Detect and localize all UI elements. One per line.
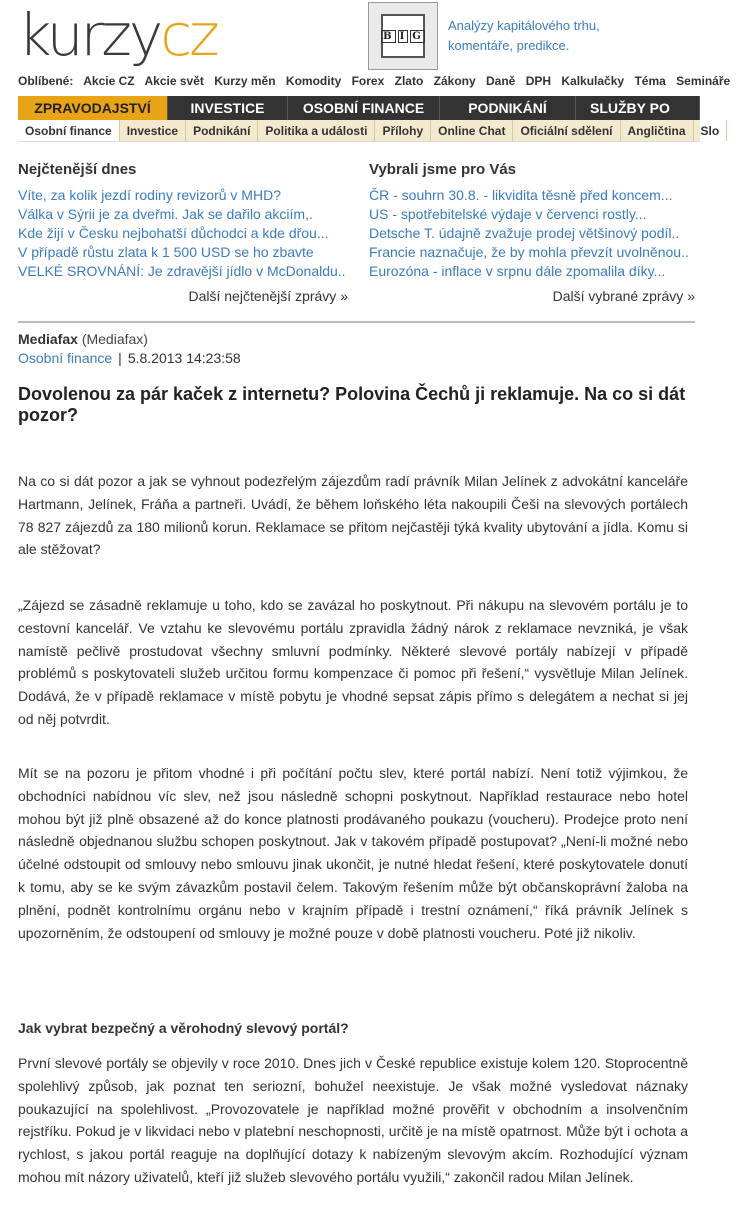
most-read-link[interactable]: Víte, za kolik jezdí rodiny revizorů v MHD? bbox=[18, 187, 281, 203]
article-category-link[interactable]: Osobní finance bbox=[18, 350, 113, 366]
picked-link[interactable]: US - spotřebitelské výdaje v červenci rostly... bbox=[369, 206, 647, 222]
favorites-link[interactable]: Komodity bbox=[285, 74, 342, 88]
favorites-link[interactable]: Forex bbox=[351, 74, 385, 88]
big-expert-logo[interactable] bbox=[368, 2, 438, 70]
subnav-item-anglictina[interactable]: Angličtina bbox=[621, 120, 694, 141]
subnav-item-online-chat[interactable]: Online Chat bbox=[431, 120, 513, 141]
favorites-link[interactable]: Akcie svět bbox=[144, 74, 204, 88]
site-header bbox=[0, 0, 700, 72]
picked-link[interactable]: Francie naznačuje, že by mohla převzít uvolněnou.. bbox=[369, 244, 689, 260]
article-datetime: 5.8.2013 14:23:58 bbox=[127, 350, 241, 366]
big-logo-icon: B I G bbox=[381, 14, 425, 58]
nav-tab-zpravodajstvi[interactable]: ZPRAVODAJSTVÍ bbox=[18, 96, 168, 120]
article-subheading: Jak vybrat bezpečný a věrohodný slevový portál? bbox=[18, 1020, 349, 1036]
subnav-item-osobni-finance[interactable]: Osobní finance bbox=[18, 120, 120, 141]
picked-link[interactable]: Detsche T. údajně zvažuje prodej většinový podíl.. bbox=[369, 225, 680, 241]
favorites-link[interactable]: Akcie CZ bbox=[83, 74, 135, 88]
subnav-item-oficialni-sdeleni[interactable]: Oficiální sdělení bbox=[513, 120, 620, 141]
favorites-link[interactable]: Téma bbox=[634, 74, 666, 88]
site-logo[interactable]: kurzycz bbox=[18, 1, 217, 69]
favorites-link[interactable]: Kalkulačky bbox=[561, 74, 625, 88]
article-meta: Osobní finance | 5.8.2013 14:23:58 bbox=[18, 350, 241, 366]
nav-tab-osobni-finance[interactable]: OSOBNÍ FINANCE bbox=[288, 96, 440, 120]
favorites-link[interactable]: Zákony bbox=[433, 74, 476, 88]
favorites-link[interactable]: Zlato bbox=[394, 74, 424, 88]
favorites-link[interactable]: Daně bbox=[486, 74, 516, 88]
article-title: Dovolenou za pár kaček z internetu? Polovina Čechů ji reklamuje. Na co si dát pozor? bbox=[18, 384, 686, 425]
subnav-item-politika[interactable]: Politika a události bbox=[258, 120, 375, 141]
favorites-link[interactable]: DPH bbox=[525, 74, 552, 88]
main-nav bbox=[18, 96, 700, 120]
nav-tab-sluzby[interactable]: SLUŽBY PO bbox=[576, 96, 700, 120]
most-read-link[interactable]: V případě růstu zlata k 1 500 USD se ho zbavte bbox=[18, 244, 314, 260]
subnav-item-investice[interactable]: Investice bbox=[120, 120, 186, 141]
divider bbox=[18, 321, 695, 323]
picked-link[interactable]: Eurozóna - inflace v srpnu dále zpomalila díky... bbox=[369, 263, 666, 279]
most-read-more-link[interactable]: Další nejčtenější zprávy » bbox=[188, 288, 348, 304]
subnav-item-prilohy[interactable]: Přílohy bbox=[375, 120, 431, 141]
favorites-label: Oblíbené: bbox=[18, 74, 74, 88]
favorites-bar bbox=[18, 74, 731, 92]
article-paragraph: První slevové portály se objevily v roce 2010. Dnes jich v České republice existuje kolem 120. Stoprocentně spolehlivý způsob, jak poznat ten seriozní, bohužel neexistuje. Je však možné vysledovat náznaky poukazující na spolehlivost. „Provozovatele je například možné prověřit v obchodním a insolvenčním rejstříku. Pokud je v likvidaci nebo v platební neschopnosti, určitě je na místě opatrnost. Může být i ochota a rychlost, s jakou portál reaguje na doplňující dotazy k nabízeným slevovým akcím. Rozhodující význam mohou mít názory uživatelů, kteří již služeb slevového portálu využili,“ zakončil radou Milan Jelínek. bbox=[18, 1055, 688, 1185]
nav-tab-podnikani[interactable]: PODNIKÁNÍ bbox=[440, 96, 576, 120]
picked-title: Vybrali jsme pro Vás bbox=[369, 161, 517, 178]
most-read-link[interactable]: VELKÉ SROVNÁNÍ: Je zdravější jídlo v McDonaldu.. bbox=[18, 263, 346, 279]
favorites-link[interactable]: Semináře bbox=[676, 74, 731, 88]
picked-box bbox=[369, 160, 695, 304]
most-read-link[interactable]: Válka v Sýrii je za dveřmi. Jak se dařilo akciím,. bbox=[18, 206, 313, 222]
article-paragraph: „Zájezd se zásadně reklamuje u toho, kdo se zavázal ho poskytnout. Při nákupu na slevovém portálu je to cestovní kancelář. Ve vztahu ke slevovému portálu zpravidla žádný nárok z reklamace nevzniká, je však namístě pečlivě prostudovat všechny smluvní podmínky. Některé slevové portály nabízejí v případě problémů s poskytovateli služeb určitou formu kompenzace či pomoc při řešení,“ vysvětluje Milan Jelínek. Dodává, že v případě reklamace v místě pobytu je vhodné sepsat zápis přímo s delegátem a nechat si jej od něj potvrdit. bbox=[18, 597, 688, 727]
most-read-box bbox=[18, 160, 348, 304]
subnav-item-slo[interactable]: Slo bbox=[694, 120, 728, 141]
article-paragraph: Mít se na pozoru je přitom vhodné i při počítání počtu slev, které portál nabízí. Není totiž výjimkou, že obchodníci nabídnou víc slev, než jsou následně schopni poskytnout. Například restaurace nebo hotel mohou být již plně obsazené až do konce platnosti prodávaného poukazu (voucheru). Prodejce proto není následně objednanou službu schopen poskytnout. Jak v takovém případě postupovat? „Není-li možné nebo účelné odstoupit od smlouvy nebo smlouvu jinak ukončit, je nutné hledat řešení, které poskytovatele donutí k tomu, aby se ke svým závazkům postavil čelem. Takovým řešením může být občanskoprávní žaloba na plnění, podnět kontrolnímu orgánu nebo v krajním případě i trestní oznámení,“ říká právník Jelínek s upozorněním, že odstoupení od smlouvy je možné pouze v době platnosti voucheru. Poté již nikoliv. bbox=[18, 765, 688, 941]
most-read-link[interactable]: Kde žijí v Česku nejbohatší důchodci a kde dřou... bbox=[18, 225, 329, 241]
subnav-item-podnikani[interactable]: Podnikání bbox=[186, 120, 258, 141]
favorites-link[interactable]: Kurzy měn bbox=[214, 74, 276, 88]
most-read-title: Nejčtenější dnes bbox=[18, 161, 137, 178]
picked-more-link[interactable]: Další vybrané zprávy » bbox=[552, 288, 695, 304]
picked-link[interactable]: ČR - souhrn 30.8. - likvidita těsně před koncem... bbox=[369, 187, 673, 203]
nav-tab-investice[interactable]: INVESTICE bbox=[168, 96, 288, 120]
article-source: Mediafax (Mediafax) bbox=[18, 331, 148, 347]
sub-nav bbox=[18, 120, 720, 142]
article-paragraph: Na co si dát pozor a jak se vyhnout podezřelým zájezdům radí právník Milan Jelínek z advokátní kanceláře Hartmann, Jelínek, Fráňa a partneři. Uvádí, že během loňského léta nakoupili Češi na slevových portálech 78 827 zájezdů za 180 milionů korun. Reklamace se přitom nejčastěji týká kvality ubytování a jídla. Komu si ale stěžovat? bbox=[18, 473, 688, 558]
promo-text[interactable]: Analýzy kapitálového trhu, komentáře, predikce. bbox=[448, 18, 600, 53]
